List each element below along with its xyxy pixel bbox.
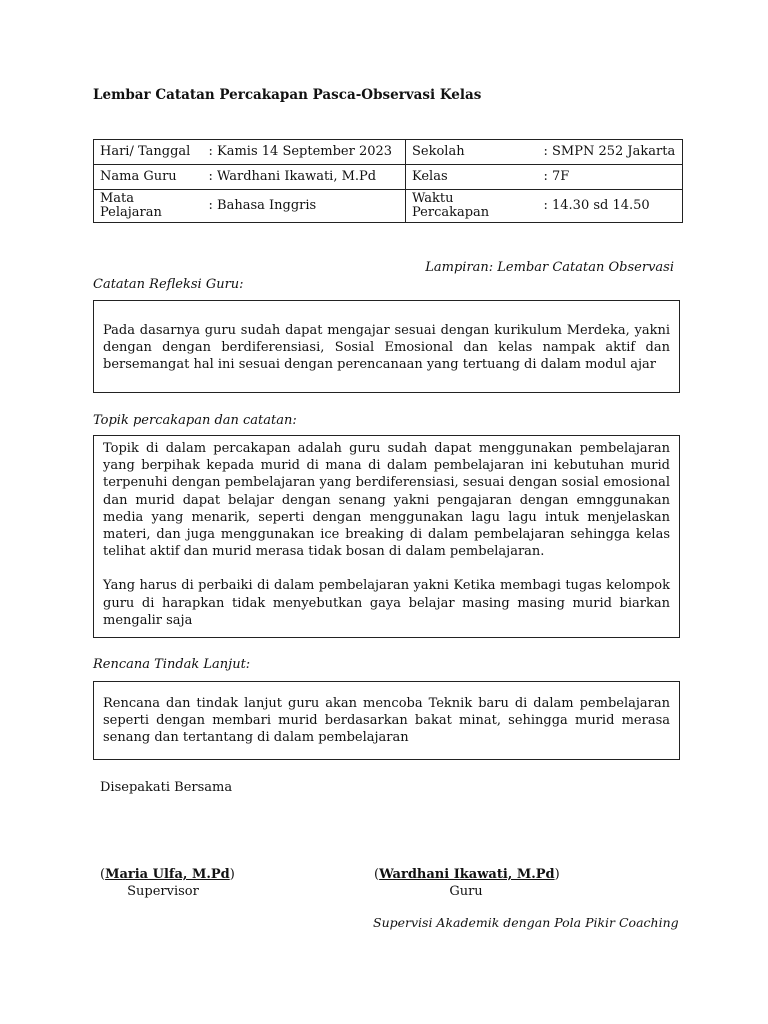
supervisor-role: Supervisor: [127, 884, 199, 899]
day-date-label: Hari/ Tanggal: [94, 140, 203, 165]
follow-up-label: Rencana Tindak Lanjut:: [93, 657, 251, 672]
teacher-signature-name: Wardhani Ikawati, M.Pd: [379, 867, 555, 882]
follow-up-box: [93, 681, 680, 760]
agreement-text: Disepakati Bersama: [100, 780, 233, 795]
teacher-name-value: : Wardhani Ikawati, M.Pd: [203, 165, 406, 190]
topics-paragraph-2: Yang harus di perbaiki di dalam pembelajaran yakni Ketika membagi tugas kelompok guru di harapkan tidak menyebutkan gaya belajar masing masing murid biarkan mengalir saja: [103, 578, 670, 628]
footer-note: Supervisi Akademik dengan Pola Pikir Coaching: [373, 915, 679, 930]
reflection-label: Catatan Refleksi Guru:: [93, 277, 244, 292]
info-row: [94, 165, 683, 190]
teacher-signature: (Wardhani Ikawati, M.Pd) Guru: [374, 867, 560, 899]
attachment-note: Lampiran: Lembar Catatan Observasi: [425, 260, 674, 275]
conversation-time-label: Waktu Percakapan: [406, 190, 538, 223]
school-label: Sekolah: [406, 140, 538, 165]
supervisor-name: Maria Ulfa, M.Pd: [105, 867, 230, 882]
info-table: [93, 139, 683, 223]
supervisor-signature: (Maria Ulfa, M.Pd) Supervisor: [100, 867, 235, 899]
school-value: : SMPN 252 Jakarta: [538, 140, 683, 165]
reflection-text: Pada dasarnya guru sudah dapat mengajar sesuai dengan kurikulum Merdeka, yakni dengan dengan berdiferensiasi, Sosial Emosional dan kelas nampak aktif dan bersemangat hal ini sesuai dengan perencanaan yang tertuang di dalam modul ajar: [103, 323, 670, 373]
class-value: : 7F: [538, 165, 683, 190]
topics-label: Topik percakapan dan catatan:: [93, 413, 297, 428]
conversation-time-value: : 14.30 sd 14.50: [538, 190, 683, 223]
subject-label: Mata Pelajaran: [94, 190, 203, 223]
teacher-role: Guru: [449, 884, 483, 899]
day-date-value: : Kamis 14 September 2023: [203, 140, 406, 165]
topics-box: [93, 435, 680, 638]
teacher-name-label: Nama Guru: [94, 165, 203, 190]
document-title: Lembar Catatan Percakapan Pasca-Observasi Kelas: [93, 87, 482, 103]
info-row: [94, 190, 683, 223]
info-row: [94, 140, 683, 165]
reflection-box: [93, 300, 680, 393]
class-label: Kelas: [406, 165, 538, 190]
topics-paragraph-1: Topik di dalam percakapan adalah guru sudah dapat menggunakan pembelajaran yang berpihak kepada murid di mana di dalam pembelajaran ini kebutuhan murid terpenuhi dengan pembelajaran yang berdiferensiasi, sesuai dengan sosial emosional dan murid dapat belajar dengan senang yakni pengajaran dengan emnggunakan media yang menarik, seperti dengan menggunakan lagu lagu intuk menjelaskan materi, dan juga menggunakan ice breaking di dalam pembelajaran sehingga kelas telihat aktif dan murid merasa tidak bosan di dalam pembelajaran.: [103, 441, 670, 560]
follow-up-text: Rencana dan tindak lanjut guru akan mencoba Teknik baru di dalam pembelajaran seperti dengan membari murid berdasarkan bakat minat, sehingga murid merasa senang dan tertantang di dalam pembelajaran: [103, 696, 670, 746]
subject-value: : Bahasa Inggris: [203, 190, 406, 223]
